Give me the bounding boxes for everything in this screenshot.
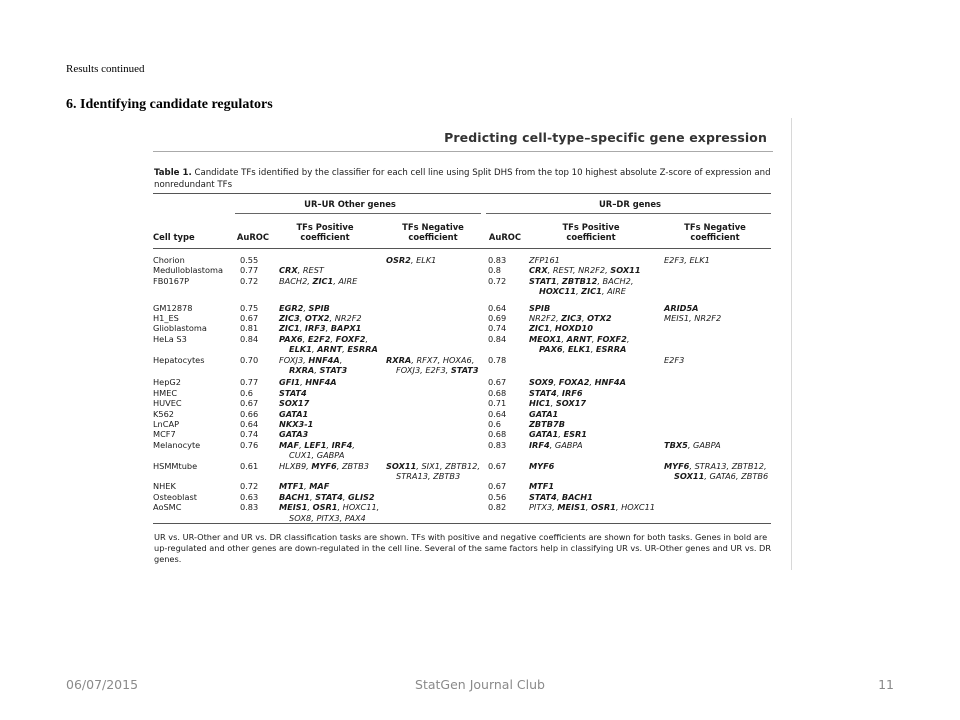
- gene-text: ESR1: [563, 429, 587, 440]
- tfs-negative-ur-dr: [664, 313, 721, 323]
- gene-text: ,: [556, 491, 562, 502]
- gene-text: STAT3: [319, 365, 348, 375]
- group-header-ur-dr: UR–DR genes: [598, 199, 662, 209]
- tfs-positive-ur-other: [279, 429, 308, 439]
- footer-title: StatGen Journal Club: [415, 677, 545, 692]
- auroc-ur-other: 0.70: [240, 354, 259, 365]
- cell-type-label: GM12878: [153, 302, 193, 313]
- col-header-positive-1: TFs Positive coefficient: [296, 222, 354, 242]
- tfs-positive-ur-other: [279, 377, 337, 387]
- tfs-positive-ur-other: [279, 492, 375, 502]
- gene-text: ,: [303, 302, 309, 313]
- gene-text: , HOXC11: [615, 502, 656, 513]
- tfs-negative-ur-dr: [664, 355, 684, 365]
- table-top-rule: [153, 193, 771, 194]
- tfs-positive-ur-dr: [529, 377, 626, 387]
- gene-text: MEOX1: [529, 333, 562, 344]
- gene-text: OSR2: [386, 255, 411, 265]
- gene-text: OSR1: [591, 502, 616, 513]
- gene-text: ,: [342, 491, 349, 502]
- auroc-ur-other: 0.75: [240, 302, 259, 313]
- tfs-negative-ur-other: [386, 461, 480, 471]
- auroc-ur-dr: 0.78: [488, 354, 507, 365]
- cell-type-label: Medulloblastoma: [153, 265, 224, 276]
- gene-text: ZFP161: [529, 255, 560, 265]
- slide-subtitle: Results continued: [66, 63, 145, 75]
- tfs-positive-ur-dr: [539, 286, 626, 296]
- auroc-ur-other: 0.77: [240, 265, 259, 276]
- tfs-positive-ur-other: [279, 323, 361, 333]
- table-header-rule: [153, 248, 771, 249]
- gene-text: SPIB: [529, 302, 551, 313]
- gene-text: ESRRA: [595, 344, 627, 355]
- gene-text: HNF4A: [594, 377, 626, 388]
- gene-text: ARNT: [317, 344, 343, 355]
- col-header-negative-2: TFs Negative coefficient: [684, 222, 746, 242]
- gene-text: ,: [304, 481, 310, 492]
- tfs-negative-ur-other: [386, 255, 436, 265]
- cell-type-label: AoSMC: [153, 502, 182, 513]
- auroc-ur-other: 0.66: [240, 408, 259, 419]
- gene-text: GATA3: [279, 429, 309, 440]
- gene-text: HOXD10: [554, 323, 593, 334]
- gene-text: FOXF2: [335, 333, 366, 344]
- auroc-ur-dr: 0.68: [488, 429, 507, 440]
- col-header-auroc-2: AuROC: [488, 232, 522, 242]
- gene-text: SOX11: [610, 265, 641, 276]
- group-rule-ur-dr: [486, 213, 771, 214]
- cell-type-label: Glioblastoma: [153, 323, 207, 334]
- auroc-ur-other: 0.6: [240, 387, 254, 398]
- tfs-positive-ur-other: [279, 398, 309, 408]
- tfs-negative-ur-other: [396, 471, 460, 481]
- tfs-positive-ur-other: [279, 334, 368, 344]
- gene-text: PAX6: [279, 333, 303, 344]
- gene-text: ,: [585, 502, 591, 513]
- auroc-ur-other: 0.72: [240, 481, 259, 492]
- gene-text: SOX8, PITX3, PAX4: [289, 512, 366, 523]
- gene-text: ELK1: [289, 344, 312, 355]
- gene-text: MYF6: [311, 460, 337, 471]
- gene-text: HNF4A: [308, 354, 340, 365]
- gene-text: PAX6: [539, 344, 563, 355]
- auroc-ur-dr: 0.71: [488, 398, 507, 409]
- tfs-negative-ur-dr: [664, 440, 721, 450]
- gene-text: BACH2,: [279, 275, 313, 286]
- tfs-positive-ur-other: [279, 461, 369, 471]
- gene-text: ,: [626, 333, 630, 344]
- cell-type-label: HepG2: [153, 377, 181, 388]
- gene-text: BAPX1: [330, 323, 362, 334]
- gene-text: STRA13, ZBTB3: [396, 471, 461, 481]
- gene-text: ZIC1: [279, 323, 300, 334]
- gene-text: FOXA2: [558, 377, 590, 388]
- gene-text: ,: [575, 286, 582, 297]
- auroc-ur-other: 0.84: [240, 333, 259, 344]
- cell-type-label: NHEK: [153, 481, 176, 492]
- gene-text: ,: [325, 323, 331, 334]
- gene-text: ,: [562, 344, 568, 355]
- gene-text: PITX3,: [529, 502, 558, 513]
- gene-text: STAT4: [529, 491, 557, 502]
- auroc-ur-other: 0.67: [240, 398, 259, 409]
- gene-text: ,: [299, 313, 305, 323]
- cell-type-label: Chorion: [153, 255, 185, 265]
- tfs-positive-ur-dr: [529, 409, 558, 419]
- gene-text: MAF: [279, 439, 300, 450]
- auroc-ur-dr: 0.74: [488, 323, 507, 334]
- gene-text: FOXJ3,: [279, 354, 309, 365]
- gene-text: OTX2: [304, 313, 330, 323]
- auroc-ur-dr: 0.68: [488, 387, 507, 398]
- auroc-ur-dr: 0.56: [488, 491, 507, 502]
- gene-text: ,: [590, 344, 596, 355]
- gene-text: , BACH2,: [597, 275, 634, 286]
- slide-heading: 6. Identifying candidate regulators: [66, 97, 273, 112]
- auroc-ur-other: 0.63: [240, 491, 259, 502]
- tfs-positive-ur-other: [279, 502, 379, 512]
- gene-text: SOX17: [555, 398, 587, 409]
- gene-text: , AIRE: [333, 275, 358, 286]
- table-figure: [145, 118, 792, 570]
- gene-text: , HOXC11,: [337, 502, 380, 513]
- auroc-ur-dr: 0.72: [488, 275, 507, 286]
- tfs-positive-ur-other: [289, 450, 344, 460]
- gene-text: MTF1: [279, 481, 305, 492]
- tfs-positive-ur-dr: [529, 440, 583, 450]
- auroc-ur-dr: 0.6: [488, 419, 502, 429]
- gene-text: ,: [561, 333, 567, 344]
- auroc-ur-other: 0.61: [240, 460, 259, 471]
- gene-text: ARID5A: [664, 302, 699, 313]
- caption-text: Candidate TFs identified by the classifier for each cell line using Split DHS from the top 10 highest absolute Z-score of expression and nonredundant TFs: [154, 168, 771, 190]
- gene-text: ,: [326, 439, 332, 450]
- gene-text: SOX11: [386, 460, 417, 471]
- gene-text: STAT3: [450, 365, 479, 375]
- tfs-positive-ur-dr: [529, 334, 629, 344]
- footer-page-number: 11: [878, 677, 894, 692]
- header-rule: [153, 151, 773, 152]
- col-header-auroc-1: AuROC: [236, 232, 270, 242]
- auroc-ur-dr: 0.82: [488, 502, 507, 513]
- tfs-negative-ur-dr: [664, 303, 699, 313]
- gene-text: , GABPA: [687, 439, 721, 450]
- gene-text: ZBTB7B: [529, 419, 565, 429]
- tfs-positive-ur-dr: [529, 255, 560, 265]
- gene-text: E2F3: [664, 354, 685, 365]
- table-caption: [154, 167, 774, 191]
- gene-text: ,: [550, 398, 556, 409]
- auroc-ur-dr: 0.67: [488, 481, 507, 492]
- gene-text: , REST: [297, 265, 324, 276]
- tfs-positive-ur-other: [279, 265, 324, 275]
- tfs-positive-ur-dr: [529, 388, 583, 398]
- gene-text: STAT4: [315, 491, 343, 502]
- auroc-ur-dr: 0.83: [488, 255, 507, 265]
- table-bottom-rule: [153, 523, 771, 524]
- footer-date: 06/07/2015: [66, 677, 139, 692]
- tfs-negative-ur-dr: [664, 461, 767, 471]
- tfs-positive-ur-other: [279, 419, 313, 429]
- tfs-positive-ur-other: [279, 355, 342, 365]
- table-footnote: UR vs. UR-Other and UR vs. DR classification tasks are shown. TFs with positive and negative coefficients are shown for both tasks. Genes in bold are up-regulated and other genes are down-regulated in the cell line. Several of the same factors help in classifying UR vs. UR-Other genes and UR vs. DR genes.: [154, 532, 772, 564]
- gene-text: E2F3, ELK1: [664, 255, 710, 265]
- col-header-cell-type: Cell type: [153, 232, 195, 242]
- gene-text: HNF4A: [305, 377, 337, 388]
- gene-text: CUX1, GABPA: [289, 450, 345, 461]
- tfs-positive-ur-dr: [529, 419, 565, 429]
- auroc-ur-other: 0.64: [240, 419, 259, 429]
- journal-running-header: Predicting cell-type–specific gene expression: [444, 130, 767, 145]
- gene-text: ZIC1: [529, 323, 550, 334]
- auroc-ur-other: 0.74: [240, 429, 259, 440]
- gene-text: GLIS2: [348, 491, 375, 502]
- gene-text: ZBTB12: [561, 275, 598, 286]
- gene-text: E2F2: [307, 333, 331, 344]
- gene-text: IRF4: [331, 439, 353, 450]
- auroc-ur-other: 0.77: [240, 377, 259, 388]
- gene-text: FOXJ3, E2F3,: [396, 365, 451, 375]
- tfs-negative-ur-other: [396, 365, 479, 375]
- caption-label: Table 1.: [154, 168, 192, 178]
- cell-type-label: HUVEC: [153, 398, 182, 409]
- gene-text: ,: [410, 255, 417, 265]
- gene-text: IRF6: [561, 387, 583, 398]
- gene-text: , AIRE: [601, 286, 626, 297]
- gene-text: GATA1: [529, 408, 559, 419]
- gene-text: ,: [556, 275, 562, 286]
- auroc-ur-dr: 0.67: [488, 460, 507, 471]
- gene-text: ,: [556, 387, 562, 398]
- gene-text: LEF1: [304, 439, 327, 450]
- tfs-positive-ur-dr: [529, 303, 550, 313]
- auroc-ur-dr: 0.69: [488, 313, 507, 323]
- col-header-positive-2: TFs Positive coefficient: [562, 222, 620, 242]
- tfs-positive-ur-other: [279, 313, 362, 323]
- tfs-positive-ur-dr: [529, 492, 593, 502]
- tfs-positive-ur-dr: [529, 502, 655, 512]
- gene-text: SPIB: [308, 302, 330, 313]
- gene-text: , GABPA: [549, 439, 583, 450]
- gene-text: , REST, NR2F2,: [547, 265, 611, 276]
- gene-text: ZIC3: [279, 313, 300, 323]
- cell-type-label: Hepatocytes: [153, 354, 205, 365]
- gene-text: ,: [558, 429, 564, 440]
- gene-text: , SIX1, ZBTB12,: [416, 460, 480, 471]
- gene-text: ELK1: [416, 255, 437, 265]
- gene-text: GATA1: [279, 408, 309, 419]
- tfs-positive-ur-other: [279, 440, 355, 450]
- gene-text: ,: [311, 344, 318, 355]
- cell-type-label: FB0167P: [153, 275, 190, 286]
- cell-type-label: K562: [153, 408, 174, 419]
- gene-text: MEIS1: [557, 502, 586, 513]
- gene-text: GFI1: [279, 377, 301, 388]
- tfs-positive-ur-dr: [529, 276, 633, 286]
- gene-text: SOX17: [279, 398, 310, 409]
- tfs-positive-ur-other: [279, 276, 357, 286]
- gene-text: MEIS1: [279, 502, 308, 513]
- gene-text: STAT4: [279, 387, 307, 398]
- gene-text: GATA1: [529, 429, 559, 440]
- gene-text: MEIS1, NR2F2: [664, 313, 722, 323]
- gene-text: ,: [591, 333, 597, 344]
- cell-type-label: HMEC: [153, 387, 178, 398]
- auroc-ur-other: 0.83: [240, 502, 259, 513]
- gene-text: ,: [299, 439, 305, 450]
- auroc-ur-dr: 0.83: [488, 439, 507, 450]
- gene-text: , GATA6, ZBTB6: [704, 471, 769, 481]
- gene-text: BACH1: [561, 491, 593, 502]
- col-header-negative-1: TFs Negative coefficient: [402, 222, 464, 242]
- tfs-negative-ur-other: [386, 355, 474, 365]
- gene-text: , RFX7, HOXA6,: [411, 354, 475, 365]
- auroc-ur-other: 0.55: [240, 255, 259, 265]
- tfs-positive-ur-dr: [539, 344, 626, 354]
- cell-type-label: Melanocyte: [153, 439, 201, 450]
- gene-text: MYF6: [664, 460, 690, 471]
- gene-text: OTX2: [587, 313, 612, 323]
- cell-type-label: Osteoblast: [153, 491, 197, 502]
- gene-text: ,: [352, 439, 355, 450]
- gene-text: SOX9: [529, 377, 554, 388]
- tfs-positive-ur-dr: [529, 398, 586, 408]
- gene-text: IRF4: [529, 439, 550, 450]
- tfs-positive-ur-dr: [529, 265, 641, 275]
- gene-text: ZIC1: [581, 286, 602, 297]
- gene-text: IRF3: [304, 323, 326, 334]
- tfs-negative-ur-dr: [664, 255, 710, 265]
- gene-text: SOX11: [674, 471, 705, 481]
- auroc-ur-dr: 0.84: [488, 333, 507, 344]
- group-header-ur-other: UR–UR Other genes: [304, 199, 396, 209]
- cell-type-label: HSMMtube: [153, 460, 198, 471]
- gene-text: RXRA: [289, 365, 315, 375]
- gene-text: MAF: [309, 481, 330, 492]
- tfs-positive-ur-other: [279, 409, 308, 419]
- gene-text: ZIC3: [561, 313, 582, 323]
- gene-text: STAT1: [529, 275, 557, 286]
- cell-type-label: H1_ES: [153, 313, 179, 323]
- cell-type-label: MCF7: [153, 429, 176, 440]
- gene-text: NKX3-1: [279, 419, 314, 429]
- gene-text: EGR2: [279, 302, 304, 313]
- gene-text: ARNT: [566, 333, 592, 344]
- gene-text: ESRRA: [347, 344, 378, 355]
- gene-text: HLXB9,: [279, 460, 312, 471]
- tfs-positive-ur-dr: [529, 461, 554, 471]
- gene-text: ,: [342, 344, 348, 355]
- gene-text: ,: [549, 323, 555, 334]
- tfs-positive-ur-other: [279, 303, 330, 313]
- group-rule-ur-other: [235, 213, 481, 214]
- tfs-positive-ur-dr: [529, 429, 587, 439]
- tfs-positive-ur-other: [289, 365, 347, 375]
- tfs-positive-ur-dr: [529, 323, 593, 333]
- gene-text: ,: [365, 333, 369, 344]
- gene-text: , ZBTB3: [336, 460, 369, 471]
- gene-text: TBX5: [664, 439, 688, 450]
- tfs-positive-ur-dr: [529, 313, 612, 323]
- gene-text: HOXC11: [539, 286, 576, 297]
- gene-text: ,: [314, 365, 320, 375]
- auroc-ur-other: 0.67: [240, 313, 259, 323]
- gene-text: NR2F2,: [529, 313, 562, 323]
- tfs-negative-ur-dr: [674, 471, 768, 481]
- tfs-positive-ur-other: [279, 388, 307, 398]
- gene-text: , STRA13, ZBTB12,: [689, 460, 767, 471]
- auroc-ur-other: 0.81: [240, 323, 259, 334]
- gene-text: ,: [302, 333, 308, 344]
- gene-text: ,: [581, 313, 588, 323]
- gene-text: CRX: [279, 265, 298, 276]
- auroc-ur-other: 0.76: [240, 439, 259, 450]
- gene-text: , NR2F2: [329, 313, 362, 323]
- gene-text: MTF1: [529, 481, 555, 492]
- gene-text: ,: [300, 377, 306, 388]
- auroc-ur-dr: 0.64: [488, 302, 507, 313]
- gene-text: OSR1: [312, 502, 338, 513]
- gene-text: RXRA: [386, 354, 412, 365]
- gene-text: ,: [330, 333, 336, 344]
- auroc-ur-other: 0.72: [240, 275, 259, 286]
- gene-text: ELK1: [567, 344, 591, 355]
- gene-text: FOXF2: [596, 333, 627, 344]
- gene-text: STAT4: [529, 387, 557, 398]
- gene-text: HIC1: [529, 398, 551, 409]
- tfs-positive-ur-other: [289, 344, 378, 354]
- gene-text: ,: [553, 377, 559, 388]
- gene-text: ,: [309, 491, 316, 502]
- auroc-ur-dr: 0.64: [488, 408, 507, 419]
- tfs-positive-ur-other: [289, 513, 366, 523]
- tfs-positive-ur-dr: [529, 481, 554, 491]
- gene-text: ,: [339, 354, 343, 365]
- gene-text: CRX: [529, 265, 548, 276]
- auroc-ur-dr: 0.67: [488, 377, 507, 388]
- auroc-ur-dr: 0.8: [488, 265, 502, 276]
- gene-text: BACH1: [279, 491, 310, 502]
- tfs-positive-ur-other: [279, 481, 329, 491]
- cell-type-label: HeLa S3: [153, 333, 187, 344]
- cell-type-label: LnCAP: [153, 419, 180, 429]
- gene-text: ZIC1: [312, 275, 334, 286]
- gene-text: ,: [589, 377, 595, 388]
- gene-text: ,: [307, 502, 313, 513]
- gene-text: ,: [299, 323, 305, 334]
- gene-text: MYF6: [529, 460, 555, 471]
